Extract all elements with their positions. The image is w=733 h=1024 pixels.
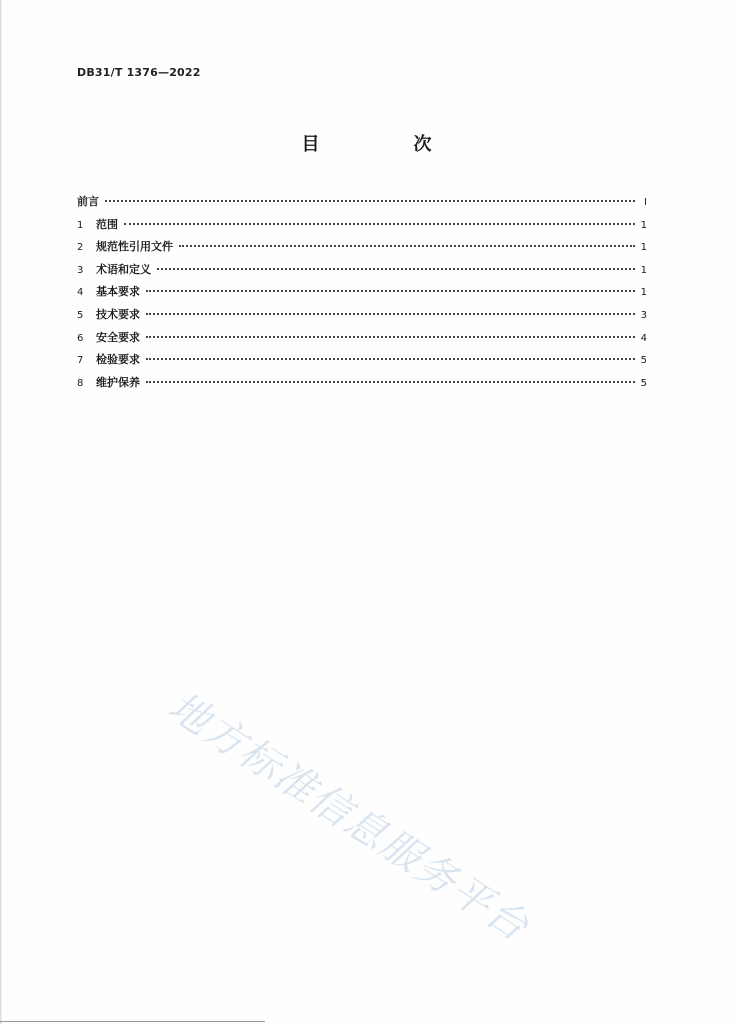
toc-entry-page: 1 [640, 242, 647, 254]
table-of-contents [77, 191, 647, 394]
toc-leader-dots [179, 244, 635, 247]
toc-entry-number: 7 [77, 355, 84, 367]
toc-leader-dots [146, 357, 635, 360]
toc-entry-number: 4 [77, 287, 84, 299]
document-code: DB31/T 1376—2022 [77, 66, 201, 79]
toc-entry-page: 4 [640, 332, 647, 344]
toc-entry-page: 5 [640, 355, 647, 367]
toc-leader-dots [157, 267, 635, 270]
toc-entry-technical-requirements[interactable] [77, 304, 647, 327]
toc-entry-page: 1 [640, 264, 647, 276]
toc-entry-number: 5 [77, 309, 84, 321]
toc-entry-label: 基本要求 [96, 285, 140, 299]
toc-entry-page: 5 [640, 377, 647, 389]
toc-leader-dots [146, 380, 635, 383]
toc-entry-safety-requirements[interactable] [77, 327, 647, 350]
toc-entry-label: 前言 [77, 195, 99, 208]
toc-entry-label: 维护保养 [96, 375, 140, 389]
toc-entry-label: 规范性引用文件 [96, 240, 173, 254]
toc-entry-label: 检验要求 [96, 353, 140, 367]
toc-title: 目 次 [301, 134, 470, 155]
toc-entry-page: 1 [640, 287, 647, 299]
toc-entry-basic-requirements[interactable] [77, 281, 647, 304]
toc-entry-number: 1 [77, 219, 84, 231]
toc-entry-maintenance[interactable] [77, 372, 647, 395]
toc-entry-inspection-requirements[interactable] [77, 349, 647, 372]
toc-entry-label: 安全要求 [96, 330, 140, 344]
toc-entry-page: 1 [640, 219, 647, 231]
toc-entry-label: 技术要求 [96, 307, 140, 321]
toc-entry-page: Ⅰ [644, 197, 647, 208]
toc-leader-dots [105, 199, 635, 202]
page-bottom-rule [0, 1021, 265, 1022]
toc-entry-number: 8 [77, 377, 84, 389]
toc-leader-dots [146, 312, 635, 315]
toc-entry-label: 范围 [96, 217, 118, 231]
toc-entry-normative-references[interactable] [77, 236, 647, 259]
watermark-text: 地方标准信息服务平台 [160, 683, 538, 951]
toc-entry-number: 6 [77, 332, 84, 344]
toc-entry-page: 3 [640, 309, 647, 321]
toc-entry-label: 术语和定义 [96, 262, 151, 276]
toc-entry-terms-definitions[interactable] [77, 259, 647, 282]
toc-leader-dots [146, 335, 635, 338]
toc-entry-number: 3 [77, 264, 84, 276]
toc-entry-scope[interactable] [77, 214, 647, 237]
toc-leader-dots [124, 222, 635, 225]
toc-entry-foreword[interactable] [77, 191, 647, 214]
toc-entry-number: 2 [77, 242, 84, 254]
toc-leader-dots [146, 289, 635, 292]
